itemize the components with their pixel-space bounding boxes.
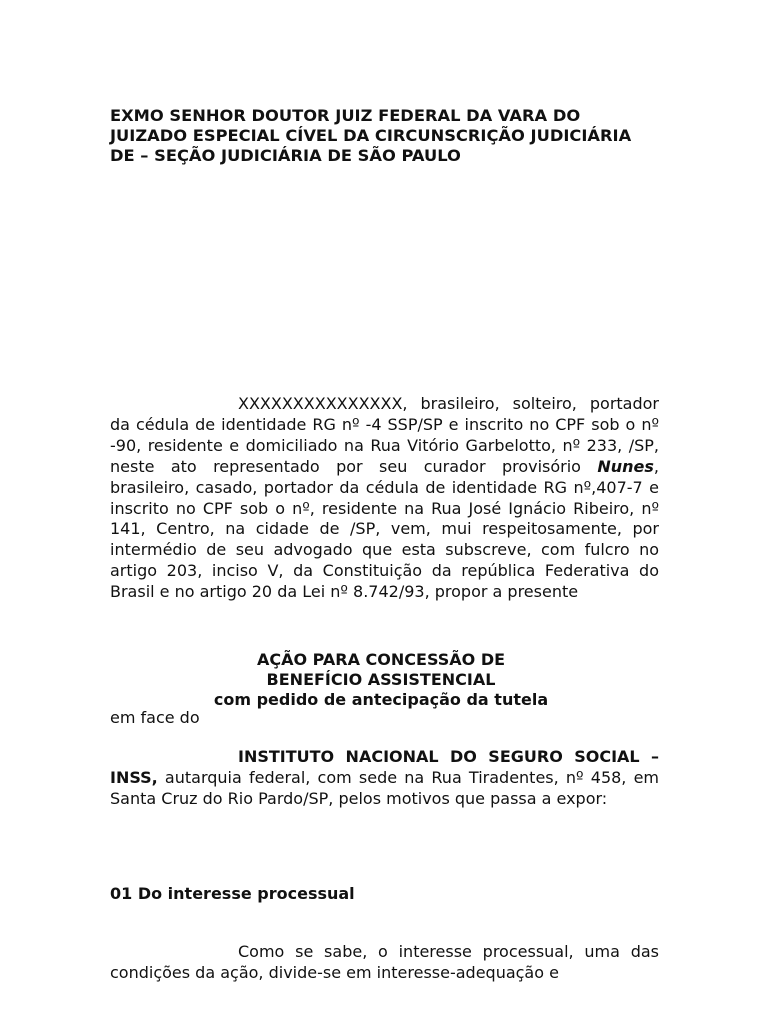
- action-title-line-1: AÇÃO PARA CONCESSÃO DE: [256, 650, 506, 669]
- section-paragraph-text: Como se sabe, o interesse processual, uma das condições da ação, divide-se em interesse-adequação e: [110, 942, 659, 982]
- action-title: [110, 650, 652, 710]
- in-face-of-text: em face do: [110, 708, 200, 727]
- defendant-name: INSTITUTO NACIONAL DO SEGURO SOCIAL – INSS,: [110, 747, 659, 787]
- qualification-text-2: , brasileiro, casado, portador da cédula de identidade RG nº,407-7 e inscrito no CPF sob o nº, residente na Rua José Ignácio Ribeiro, nº 141, Centro, na cidade de /SP, vem, mui respeitosamente, por intermédio de seu advogado que esta subscreve, com fulcro no artigo 203, inciso V, da Constituição da república Federativa do Brasil e no artigo 20 da Lei nº 8.742/93, propor a presente: [110, 456, 659, 602]
- qualification-text-1: , brasileiro, solteiro, portador da cédula de identidade RG nº -4 SSP/SP e inscrito no CPF sob o nº -90, residente e domiciliado na Rua Vitório Garbelotto, nº 233, /SP, neste ato representado por seu curador provisório: [110, 394, 659, 476]
- action-title-line-2: BENEFÍCIO ASSISTENCIAL: [266, 670, 496, 689]
- heading-line-1: EXMO SENHOR DOUTOR JUIZ FEDERAL DA VARA DO: [110, 106, 581, 125]
- defendant-paragraph: [110, 747, 659, 810]
- defendant-text: autarquia federal, com sede na Rua Tiradentes, nº 458, em Santa Cruz do Rio Pardo/SP, pelos motivos que passa a expor:: [110, 767, 659, 808]
- section-paragraph: [110, 942, 659, 984]
- document-heading: [110, 106, 670, 166]
- plaintiff-name: XXXXXXXXXXXXXXX: [238, 394, 403, 413]
- qualification-paragraph: [110, 394, 659, 603]
- heading-line-2: JUIZADO ESPECIAL CÍVEL DA CIRCUNSCRIÇÃO JUDICIÁRIA: [110, 126, 632, 145]
- curator-name: Nunes: [597, 456, 654, 476]
- action-title-line-3: com pedido de antecipação da tutela: [213, 690, 549, 709]
- section-title: 01 Do interesse processual: [110, 884, 355, 903]
- heading-line-3: DE – SEÇÃO JUDICIÁRIA DE SÃO PAULO: [110, 146, 461, 165]
